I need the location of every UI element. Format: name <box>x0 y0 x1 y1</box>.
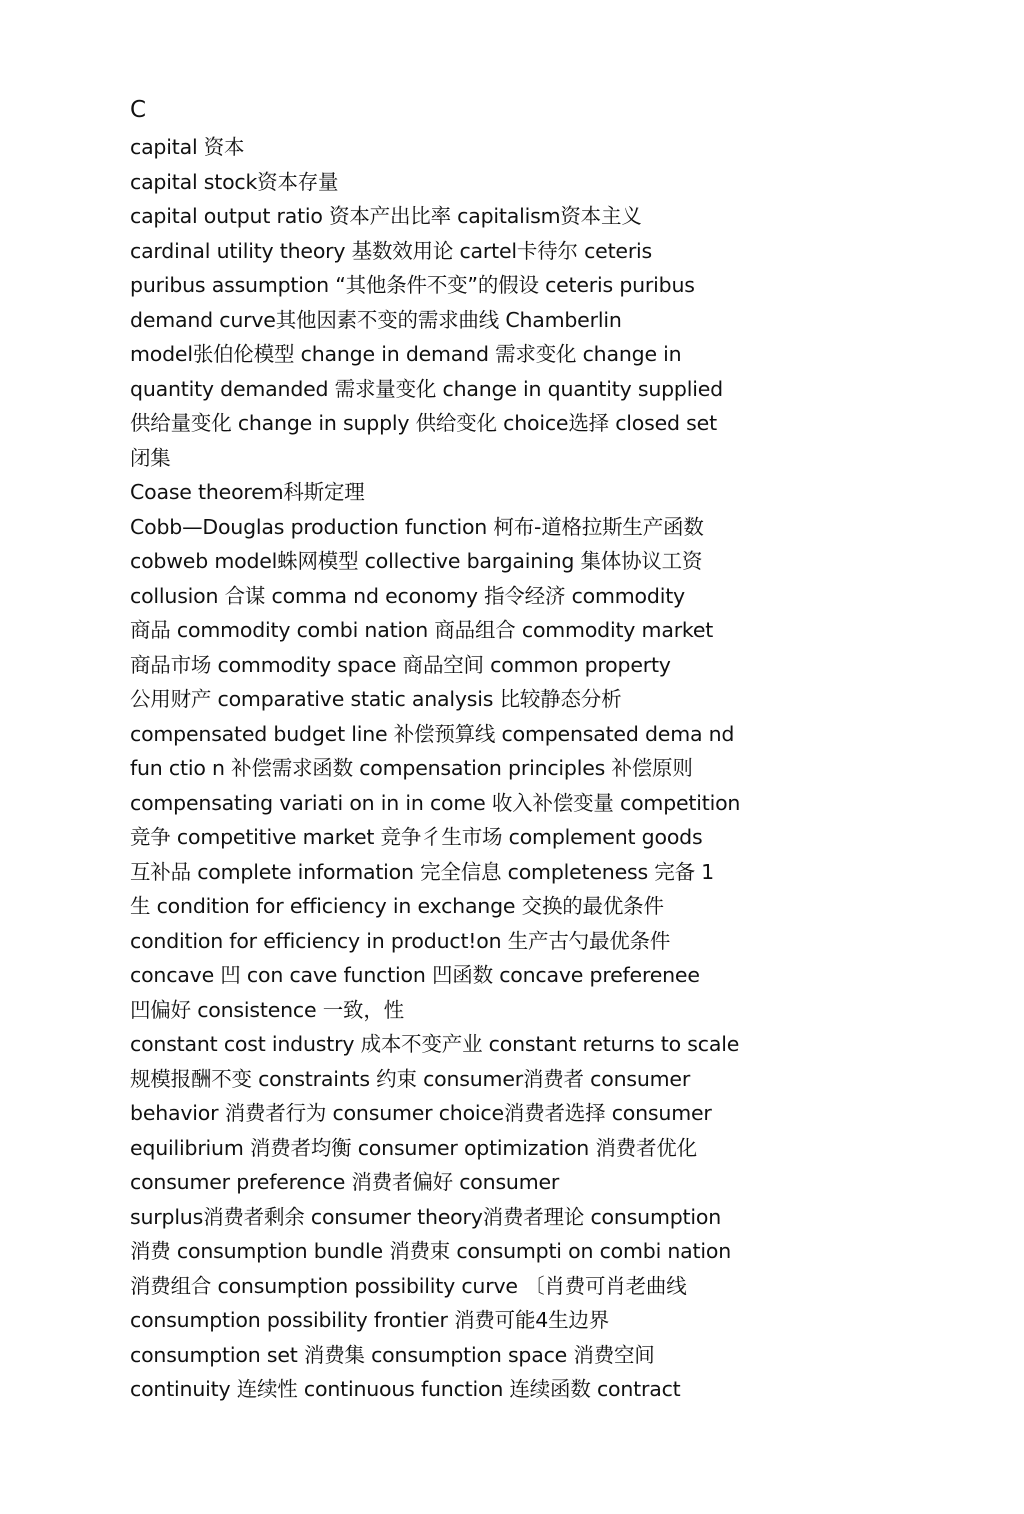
text-line: condition for efficiency in product!on 生产古勺最优条件 <box>130 928 671 953</box>
document-page <box>130 90 770 1407</box>
text-line: capital stock资本存量 <box>130 169 339 194</box>
text-line: capital 资本 <box>130 135 245 159</box>
text-line: 公用财产 comparative static analysis 比较静态分析 <box>130 687 622 711</box>
text-line: capital output ratio 资本产出比率 capitalism资本主义 <box>130 204 642 228</box>
text-line: consumption set 消费集 consumption space 消费空间 <box>130 1342 655 1367</box>
text-line: cardinal utility theory 基数效用论 cartel卡待尔 ceteris <box>130 238 653 263</box>
text-line: 凹偏好 consistence 一致，性 <box>130 997 404 1022</box>
text-line: 商品市场 commodity space 商品空间 common property <box>130 652 671 677</box>
text-line: consumer preference 消费者偏好 consumer <box>130 1170 560 1194</box>
text-line: Coase theorem科斯定理 <box>130 480 365 504</box>
section-heading: C <box>130 97 146 123</box>
text-line: constant cost industry 成本不变产业 constant returns to scale <box>130 1032 740 1056</box>
text-line: quantity demanded 需求量变化 change in quantity supplied <box>130 376 723 401</box>
text-line: 生 condition for efficiency in exchange 交换的最优条件 <box>130 894 664 918</box>
text-line: compensated budget line 补偿预算线 compensated dema nd <box>130 721 735 746</box>
text-line: demand curve其他因素不变的需求曲线 Chamberlin <box>130 307 622 332</box>
text-line: 竞争 competitive market 竞争彳生市场 complement goods <box>130 825 703 849</box>
text-line: 闭集 <box>130 445 171 470</box>
text-line: 互补品 complete information 完全信息 completeness 完备 1 <box>130 859 715 884</box>
text-line: 消费组合 consumption possibility curve 〔肖费可肖老曲线 <box>130 1273 687 1298</box>
text-line: 供给量变化 change in supply 供给变化 choice选择 closed set <box>130 411 717 435</box>
text-line: continuity 连续性 continuous function 连续函数 contract <box>130 1377 681 1401</box>
text-line: 规模报酬不变 constraints 约束 consumer消费者 consumer <box>130 1066 691 1091</box>
text-line: collusion 合谋 comma nd economy 指令经济 commodity <box>130 583 685 608</box>
text-line: consumption possibility frontier 消费可能4生边界 <box>130 1308 610 1332</box>
text-line: behavior 消费者行为 consumer choice消费者选择 consumer <box>130 1101 712 1125</box>
text-line: fun ctio n 补偿需求函数 compensation principles 补偿原则 <box>130 756 693 780</box>
text-line: compensating variati on in in come 收入补偿变量 competition <box>130 790 741 815</box>
text-line: Cobb—Douglas production function 柯布-道格拉斯生产函数 <box>130 514 704 539</box>
text-line: puribus assumption “其他条件不变”的假设 ceteris puribus <box>130 273 695 297</box>
text-line: cobweb model蛛网模型 collective bargaining 集体协议工资 <box>130 549 703 573</box>
text-line: concave 凹 con cave function 凹函数 concave preferenee <box>130 963 700 987</box>
text-line: 消费 consumption bundle 消费束 consumpti on combi nation <box>130 1239 732 1263</box>
text-line: model张伯伦模型 change in demand 需求变化 change in <box>130 342 682 366</box>
text-line: 商品 commodity combi nation 商品组合 commodity market <box>130 618 714 642</box>
text-line: equilibrium 消费者均衡 consumer optimization 消费者优化 <box>130 1135 697 1160</box>
text-line: surplus消费者剩余 consumer theory消费者理论 consumption <box>130 1204 721 1229</box>
